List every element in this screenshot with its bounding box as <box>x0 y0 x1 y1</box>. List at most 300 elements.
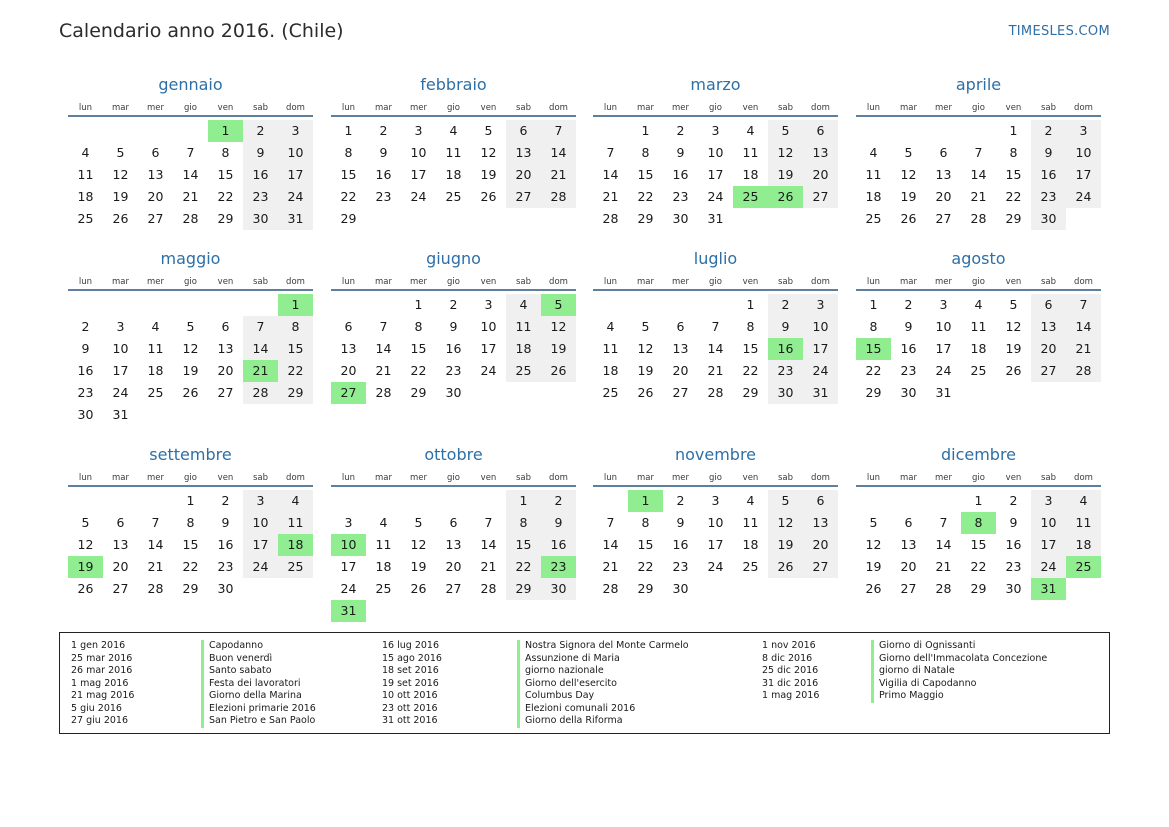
holiday-day-cell: 1 <box>278 294 313 316</box>
day-cell: 27 <box>506 186 541 208</box>
weekday-label: mar <box>900 472 917 483</box>
day-cell: 19 <box>768 164 803 186</box>
holiday-date: 8 dic 2016 <box>762 652 813 664</box>
weekday-label: dom <box>811 276 830 287</box>
day-cell: 8 <box>641 145 650 160</box>
weekday-label: dom <box>811 102 830 113</box>
weekday-header <box>331 470 576 487</box>
day-cell: 26 <box>541 360 576 382</box>
weekday-label: ven <box>217 276 234 287</box>
day-cell: 10 <box>707 515 724 530</box>
day-cell: 28 <box>602 581 619 596</box>
weekday-label: mer <box>671 472 689 483</box>
day-cell: 25 <box>278 556 313 578</box>
day-cell: 3 <box>243 490 278 512</box>
day-cell: 20 <box>445 559 462 574</box>
weekday-label: gio <box>709 472 722 483</box>
day-cell: 23 <box>672 559 689 574</box>
weekday-label: ven <box>742 276 759 287</box>
day-cell: 19 <box>182 363 199 378</box>
weekday-label: gio <box>972 102 985 113</box>
day-cell: 19 <box>410 559 427 574</box>
weekday-label: dom <box>1074 276 1093 287</box>
day-cell: 30 <box>217 581 234 596</box>
day-cell: 18 <box>742 537 759 552</box>
day-cell: 23 <box>1005 559 1022 574</box>
day-cell: 29 <box>217 211 234 226</box>
day-cell: 24 <box>410 189 427 204</box>
day-cell: 13 <box>935 167 952 182</box>
day-cell: 24 <box>1066 186 1101 208</box>
weekday-label: mer <box>146 276 164 287</box>
day-cell: 26 <box>637 385 654 400</box>
weekday-label: sab <box>252 472 269 483</box>
day-cell: 1 <box>414 297 423 312</box>
day-cell: 28 <box>480 581 497 596</box>
day-cell: 12 <box>865 537 882 552</box>
day-cell: 14 <box>602 167 619 182</box>
empty-day-cell <box>68 294 103 316</box>
holiday-date: 18 set 2016 <box>382 665 439 676</box>
holiday-name: Assunzione di Maria <box>525 652 620 664</box>
day-cell: 26 <box>77 581 94 596</box>
weekday-label: lun <box>78 276 93 287</box>
day-cell: 20 <box>340 363 357 378</box>
weekday-label: sab <box>515 472 532 483</box>
holiday-date: 16 lug 2016 <box>382 640 439 651</box>
day-cell: 11 <box>865 167 882 182</box>
day-cell: 27 <box>112 581 129 596</box>
empty-day-cell <box>138 294 173 316</box>
day-cell: 12 <box>768 512 803 534</box>
day-cell: 12 <box>77 537 94 552</box>
day-cell: 16 <box>375 167 392 182</box>
day-cell: 16 <box>900 341 917 356</box>
holiday-names-column <box>871 640 1047 703</box>
empty-day-cell <box>243 294 278 316</box>
day-cell: 19 <box>541 338 576 360</box>
day-cell: 27 <box>935 211 952 226</box>
holiday-name: giorno di Natale <box>879 665 955 676</box>
day-cell: 22 <box>182 559 199 574</box>
day-cell: 15 <box>1005 167 1022 182</box>
day-cell: 11 <box>278 512 313 534</box>
day-cell: 10 <box>243 512 278 534</box>
day-cell: 18 <box>602 363 619 378</box>
day-cell: 15 <box>506 534 541 556</box>
holiday-date: 1 gen 2016 <box>71 640 126 651</box>
empty-day-cell <box>436 490 471 512</box>
holiday-name: Vigilia di Capodanno <box>879 677 977 689</box>
weekday-label: lun <box>603 472 618 483</box>
day-cell: 25 <box>445 189 462 204</box>
weekday-label: sab <box>515 276 532 287</box>
day-cell: 16 <box>1005 537 1022 552</box>
day-cell: 7 <box>379 319 388 334</box>
month-febbraio <box>331 73 576 230</box>
day-cell: 20 <box>935 189 952 204</box>
day-cell: 7 <box>186 145 195 160</box>
day-cell: 9 <box>221 515 230 530</box>
day-cell: 1 <box>1009 123 1018 138</box>
day-cell: 22 <box>410 363 427 378</box>
weekday-label: mer <box>146 102 164 113</box>
day-grid <box>593 490 838 600</box>
day-cell: 14 <box>935 537 952 552</box>
holiday-name: Primo Maggio <box>879 690 944 701</box>
holiday-names-column <box>517 640 689 728</box>
day-cell: 1 <box>974 493 983 508</box>
day-cell: 17 <box>278 164 313 186</box>
day-cell: 18 <box>742 167 759 182</box>
day-cell: 20 <box>900 559 917 574</box>
day-cell: 9 <box>243 142 278 164</box>
day-cell: 1 <box>869 297 878 312</box>
weekday-header <box>593 100 838 117</box>
day-cell: 31 <box>707 211 724 226</box>
day-cell: 16 <box>77 363 94 378</box>
day-cell: 2 <box>904 297 913 312</box>
day-cell: 24 <box>278 186 313 208</box>
holiday-date: 10 ott 2016 <box>382 690 438 701</box>
day-cell: 28 <box>182 211 199 226</box>
site-link[interactable]: TIMESLES.COM <box>1008 24 1110 39</box>
weekday-label: dom <box>811 472 830 483</box>
day-cell: 13 <box>147 167 164 182</box>
day-cell: 1 <box>344 123 353 138</box>
empty-day-cell <box>891 490 926 512</box>
weekday-label: mer <box>671 276 689 287</box>
weekday-label: lun <box>341 276 356 287</box>
holiday-day-cell: 23 <box>541 556 576 578</box>
day-cell: 13 <box>900 537 917 552</box>
day-cell: 28 <box>147 581 164 596</box>
weekday-label: dom <box>286 102 305 113</box>
day-cell: 9 <box>904 319 913 334</box>
day-cell: 25 <box>865 211 882 226</box>
day-cell: 11 <box>970 319 987 334</box>
day-grid <box>593 294 838 404</box>
day-cell: 9 <box>676 515 685 530</box>
day-cell: 26 <box>480 189 497 204</box>
day-cell: 8 <box>506 512 541 534</box>
day-cell: 28 <box>243 382 278 404</box>
day-cell: 8 <box>414 319 423 334</box>
weekday-label: ven <box>217 472 234 483</box>
day-cell: 3 <box>414 123 423 138</box>
month-agosto <box>856 247 1101 404</box>
day-cell: 25 <box>742 559 759 574</box>
day-cell: 14 <box>1066 316 1101 338</box>
weekday-label: mer <box>934 102 952 113</box>
day-cell: 23 <box>217 559 234 574</box>
weekday-label: sab <box>252 102 269 113</box>
weekday-label: dom <box>549 472 568 483</box>
day-cell: 5 <box>869 515 878 530</box>
day-cell: 12 <box>541 316 576 338</box>
day-cell: 24 <box>1031 556 1066 578</box>
holiday-day-cell: 19 <box>68 556 103 578</box>
day-cell: 15 <box>410 341 427 356</box>
weekday-label: ven <box>480 472 497 483</box>
day-cell: 11 <box>742 145 759 160</box>
day-cell: 1 <box>506 490 541 512</box>
day-cell: 8 <box>869 319 878 334</box>
day-cell: 24 <box>480 363 497 378</box>
holiday-day-cell: 8 <box>961 512 996 534</box>
weekday-label: dom <box>286 276 305 287</box>
month-name: giugno <box>426 249 481 268</box>
holiday-day-cell: 16 <box>768 338 803 360</box>
day-cell: 29 <box>340 211 357 226</box>
empty-day-cell <box>663 294 698 316</box>
day-cell: 21 <box>541 164 576 186</box>
month-gennaio <box>68 73 313 230</box>
weekday-label: gio <box>972 276 985 287</box>
day-cell: 17 <box>112 363 129 378</box>
day-cell: 2 <box>449 297 458 312</box>
empty-day-cell <box>593 294 628 316</box>
day-cell: 14 <box>970 167 987 182</box>
weekday-label: gio <box>447 472 460 483</box>
weekday-label: sab <box>515 102 532 113</box>
holiday-name: Capodanno <box>209 640 264 651</box>
weekday-label: ven <box>742 472 759 483</box>
day-cell: 25 <box>77 211 94 226</box>
holiday-name: Giorno di Ognissanti <box>879 640 976 651</box>
day-cell: 6 <box>449 515 458 530</box>
day-grid <box>331 294 576 404</box>
day-cell: 26 <box>1005 363 1022 378</box>
day-cell: 2 <box>221 493 230 508</box>
day-cell: 2 <box>1031 120 1066 142</box>
holiday-dates-column <box>71 640 134 728</box>
day-cell: 2 <box>243 120 278 142</box>
day-cell: 28 <box>935 581 952 596</box>
day-cell: 31 <box>112 407 129 422</box>
day-cell: 6 <box>344 319 353 334</box>
weekday-header <box>856 274 1101 291</box>
day-cell: 13 <box>217 341 234 356</box>
holiday-day-cell: 26 <box>768 186 803 208</box>
day-cell: 6 <box>904 515 913 530</box>
day-grid <box>856 294 1101 404</box>
day-cell: 9 <box>1009 515 1018 530</box>
day-cell: 10 <box>1031 512 1066 534</box>
weekday-label: mer <box>409 472 427 483</box>
weekday-label: ven <box>1005 276 1022 287</box>
day-cell: 25 <box>970 363 987 378</box>
day-cell: 20 <box>1031 338 1066 360</box>
day-cell: 26 <box>112 211 129 226</box>
day-cell: 29 <box>506 578 541 600</box>
empty-day-cell <box>471 490 506 512</box>
day-cell: 11 <box>147 341 164 356</box>
day-cell: 3 <box>344 515 353 530</box>
day-cell: 9 <box>1031 142 1066 164</box>
day-cell: 16 <box>672 167 689 182</box>
weekday-label: mer <box>409 276 427 287</box>
month-marzo <box>593 73 838 230</box>
day-grid <box>856 490 1101 600</box>
month-name: febbraio <box>420 75 487 94</box>
weekday-label: lun <box>866 472 881 483</box>
empty-day-cell <box>856 490 891 512</box>
day-cell: 31 <box>803 382 838 404</box>
day-cell: 3 <box>1066 120 1101 142</box>
weekday-label: gio <box>972 472 985 483</box>
day-cell: 31 <box>935 385 952 400</box>
day-cell: 5 <box>904 145 913 160</box>
day-cell: 4 <box>278 490 313 512</box>
day-cell: 1 <box>186 493 195 508</box>
day-cell: 17 <box>410 167 427 182</box>
day-cell: 1 <box>746 297 755 312</box>
day-cell: 18 <box>375 559 392 574</box>
weekday-label: lun <box>866 102 881 113</box>
holiday-name: Santo sabato <box>209 665 272 676</box>
holiday-date: 23 ott 2016 <box>382 702 438 714</box>
weekday-label: lun <box>341 102 356 113</box>
day-cell: 28 <box>707 385 724 400</box>
day-grid <box>331 120 576 230</box>
day-cell: 4 <box>151 319 160 334</box>
day-cell: 9 <box>379 145 388 160</box>
day-cell: 15 <box>637 537 654 552</box>
day-cell: 17 <box>243 534 278 556</box>
day-grid <box>68 490 313 600</box>
day-cell: 12 <box>410 537 427 552</box>
day-cell: 6 <box>676 319 685 334</box>
weekday-header <box>856 470 1101 487</box>
day-cell: 3 <box>939 297 948 312</box>
month-name: gennaio <box>158 75 223 94</box>
day-cell: 2 <box>768 294 803 316</box>
day-cell: 5 <box>768 490 803 512</box>
day-cell: 13 <box>112 537 129 552</box>
month-novembre <box>593 443 838 600</box>
day-cell: 4 <box>81 145 90 160</box>
holiday-name: Giorno della Marina <box>209 690 302 701</box>
day-cell: 4 <box>1066 490 1101 512</box>
empty-day-cell <box>331 490 366 512</box>
day-cell: 16 <box>1031 164 1066 186</box>
day-cell: 23 <box>445 363 462 378</box>
day-cell: 25 <box>375 581 392 596</box>
day-cell: 17 <box>707 537 724 552</box>
weekday-label: gio <box>184 276 197 287</box>
day-cell: 3 <box>711 123 720 138</box>
empty-day-cell <box>173 120 208 142</box>
day-grid <box>68 120 313 230</box>
day-cell: 12 <box>182 341 199 356</box>
day-cell: 4 <box>746 493 755 508</box>
weekday-label: dom <box>286 472 305 483</box>
day-cell: 14 <box>602 537 619 552</box>
weekday-label: mar <box>375 102 392 113</box>
empty-day-cell <box>331 294 366 316</box>
day-cell: 15 <box>217 167 234 182</box>
day-cell: 25 <box>602 385 619 400</box>
day-cell: 19 <box>112 189 129 204</box>
month-name: ottobre <box>424 445 483 464</box>
day-cell: 26 <box>768 556 803 578</box>
weekday-label: ven <box>480 276 497 287</box>
day-cell: 5 <box>1009 297 1018 312</box>
day-cell: 19 <box>768 534 803 556</box>
day-cell: 29 <box>637 211 654 226</box>
month-name: settembre <box>149 445 232 464</box>
weekday-label: lun <box>78 102 93 113</box>
day-cell: 17 <box>803 338 838 360</box>
weekday-label: sab <box>1040 102 1057 113</box>
month-name: novembre <box>674 445 757 464</box>
weekday-label: gio <box>447 276 460 287</box>
weekday-label: mar <box>637 276 654 287</box>
weekday-label: ven <box>1005 472 1022 483</box>
empty-day-cell <box>926 120 961 142</box>
day-cell: 21 <box>147 559 164 574</box>
weekday-header <box>593 274 838 291</box>
day-grid <box>856 120 1101 230</box>
weekday-label: sab <box>1040 472 1057 483</box>
holiday-name: Nostra Signora del Monte Carmelo <box>525 640 689 651</box>
day-cell: 5 <box>641 319 650 334</box>
weekday-label: gio <box>709 276 722 287</box>
day-cell: 24 <box>707 559 724 574</box>
empty-day-cell <box>103 294 138 316</box>
empty-day-cell <box>698 294 733 316</box>
day-cell: 18 <box>445 167 462 182</box>
day-cell: 24 <box>935 363 952 378</box>
empty-day-cell <box>856 120 891 142</box>
day-cell: 13 <box>1031 316 1066 338</box>
day-cell: 12 <box>900 167 917 182</box>
day-cell: 15 <box>742 341 759 356</box>
day-cell: 1 <box>641 123 650 138</box>
weekday-header <box>68 470 313 487</box>
weekday-label: gio <box>184 472 197 483</box>
empty-day-cell <box>68 120 103 142</box>
empty-day-cell <box>926 490 961 512</box>
empty-day-cell <box>68 490 103 512</box>
day-cell: 21 <box>970 189 987 204</box>
month-name: marzo <box>690 75 741 94</box>
weekday-header <box>68 100 313 117</box>
weekday-label: sab <box>777 276 794 287</box>
weekday-label: mar <box>375 276 392 287</box>
day-cell: 30 <box>1005 581 1022 596</box>
day-cell: 29 <box>637 581 654 596</box>
day-cell: 3 <box>484 297 493 312</box>
holiday-name: giorno nazionale <box>525 665 604 676</box>
day-cell: 16 <box>217 537 234 552</box>
day-cell: 15 <box>637 167 654 182</box>
day-cell: 4 <box>379 515 388 530</box>
day-cell: 20 <box>803 534 838 556</box>
holiday-day-cell: 25 <box>733 186 768 208</box>
empty-day-cell <box>366 490 401 512</box>
day-cell: 3 <box>116 319 125 334</box>
day-cell: 13 <box>672 341 689 356</box>
day-cell: 22 <box>506 556 541 578</box>
holiday-name: Festa dei lavoratori <box>209 677 301 689</box>
day-cell: 6 <box>803 120 838 142</box>
day-cell: 22 <box>1005 189 1022 204</box>
day-cell: 12 <box>480 145 497 160</box>
day-cell: 30 <box>541 578 576 600</box>
holiday-date: 25 mar 2016 <box>71 652 133 664</box>
